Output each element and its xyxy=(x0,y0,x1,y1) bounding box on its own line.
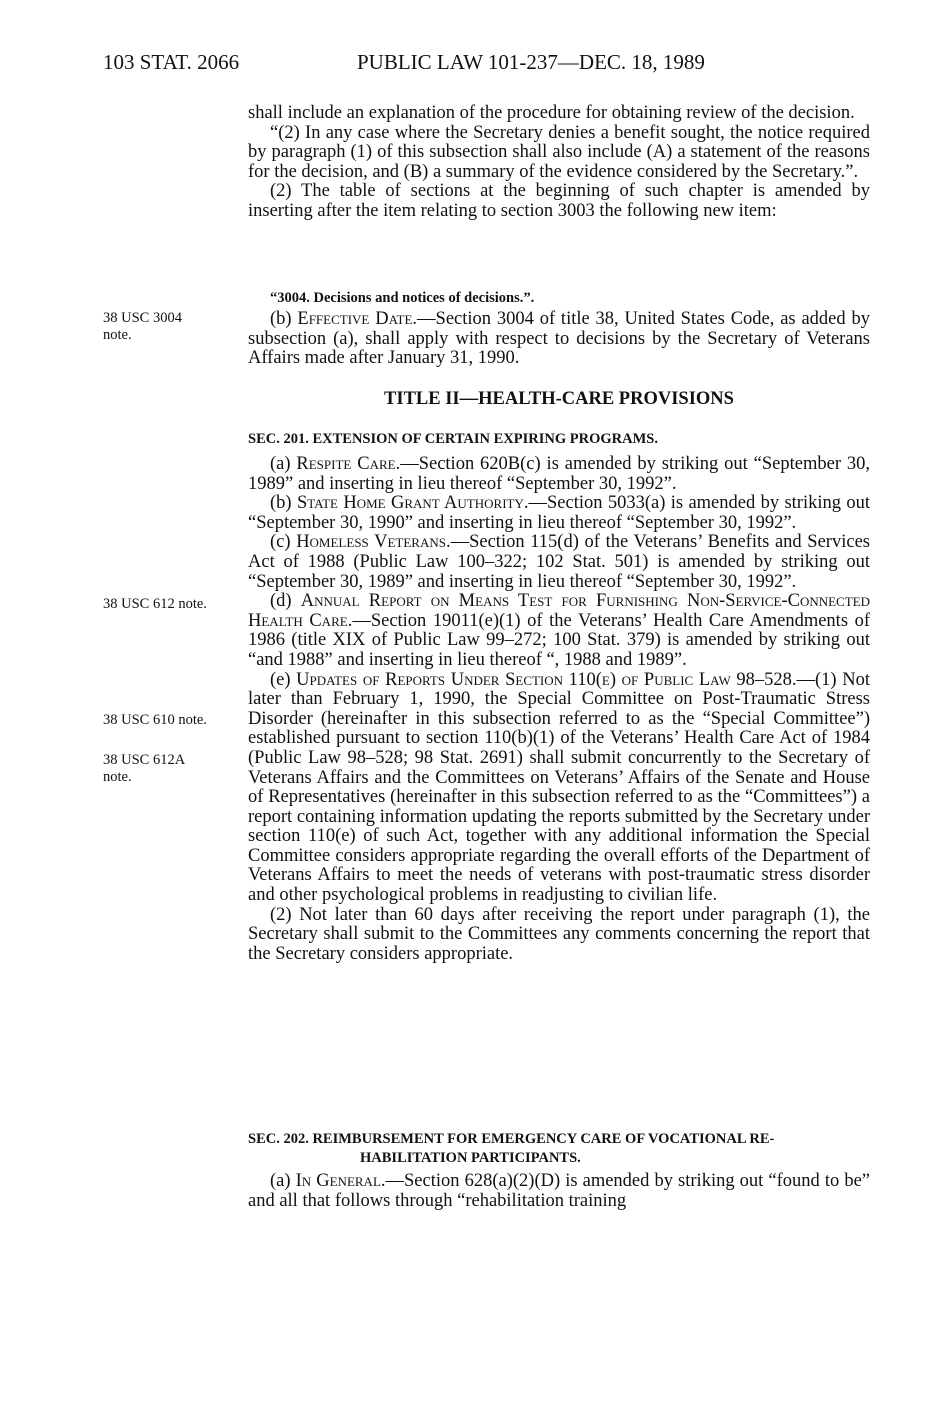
margin-note-line: 38 USC 3004 xyxy=(103,310,182,326)
paragraph-heading: State Home Grant Authority xyxy=(296,493,524,514)
paragraph-text: .—Section 5033(a) is amended by striking out “September 30, 1990” and inserting in lieu thereof “September 30, 1992”. xyxy=(248,493,871,533)
section-heading-line: HABILITATION PARTICIPANTS. xyxy=(360,1150,581,1166)
section-201-heading: SEC. 201. EXTENSION OF CERTAIN EXPIRING PROGRAMS. xyxy=(248,431,658,447)
paragraph-number: (b) xyxy=(270,309,298,329)
paragraph-number: (d) xyxy=(270,591,301,612)
paragraph: “(2) In any case where the Secretary denies a benefit sought, the notice required by paragraph (1) of this subsection shall also include (A) a statement of the reasons for the decision, and (B) a summary of the evidence considered by the Secretary.”. xyxy=(248,122,870,182)
margin-note-line: note. xyxy=(103,327,132,343)
paragraph xyxy=(248,494,870,533)
paragraph xyxy=(248,533,870,592)
paragraph-number: (e) xyxy=(270,669,297,690)
title-heading: TITLE II—HEALTH-CARE PROVISIONS xyxy=(384,389,734,409)
paragraph-heading: Annual Report on Means Test for Furnishing Non-Service-Connected Health Care xyxy=(248,591,870,631)
page-stat-number: 103 STAT. 2066 xyxy=(103,50,240,74)
paragraph-text: .—Section 620B(c) is amended by striking out “September 30, 1989” and inserting in lieu thereof “September 30, 1992”. xyxy=(248,454,870,494)
intro-block xyxy=(248,104,870,222)
section-202-heading xyxy=(248,1130,870,1168)
margin-note-610: 38 USC 610 note. xyxy=(103,712,207,728)
paragraph-number: (c) xyxy=(270,532,297,553)
page-running-title: PUBLIC LAW 101-237—DEC. 18, 1989 xyxy=(357,50,705,74)
paragraph-heading: Updates of Reports Under Section 110(e) of Public Law 98–528 xyxy=(296,669,792,690)
paragraph xyxy=(248,592,870,670)
margin-note-612: 38 USC 612 note. xyxy=(103,596,207,612)
paragraph-text: .—Section 628(a)(2)(D) is amended by striking out “found to be” and all that follows through “rehabilitation training xyxy=(248,1171,870,1211)
paragraph-number: (a) xyxy=(270,1171,296,1191)
paragraph-text: .—(1) Not later than February 1, 1990, the Special Committee on Post-Traumatic Stress Disorder (hereinafter in this subsection referred to as the “Special Committee”) established pursuant to section 110(b)(1) of the Veterans’ Health Care Act of 1984 (Public Law 98–528; 98 Stat. 2691) shall submit concurrently to the Secretary of Veterans Affairs and the Committees on Veterans’ Affairs of the Senate and House of Representatives (hereinafter in this subsection referred to as the “Committees”) a report containing information updating the reports submitted by the Secretary under section 110(e) of such Act, together with any additional information the Special Committee considers appropriate regarding the overall efforts of the Department of Veterans Affairs to meet the needs of veterans with post-traumatic stress disorder and other psychological problems in readjusting to civilian life. xyxy=(248,669,870,906)
paragraph-heading: In General xyxy=(295,1171,381,1191)
paragraph-heading: Homeless Veterans xyxy=(296,532,446,553)
paragraph xyxy=(248,1172,870,1211)
section-202-body xyxy=(248,1172,870,1211)
margin-note-612a xyxy=(103,752,185,786)
paragraph-text: .—Section 3004 of title 38, United States Code, as added by subsection (a), shall apply with respect to decisions by the Secretary of Veterans Affairs made after January 31, 1990. xyxy=(248,309,870,369)
paragraph: shall include an explanation of the procedure for obtaining review of the decision. xyxy=(248,103,855,123)
paragraph: (2) The table of sections at the beginning of such chapter is amended by inserting after the item relating to section 3003 the following new item: xyxy=(248,181,870,221)
paragraph xyxy=(248,455,870,494)
paragraph-heading: Effective Date xyxy=(297,309,413,329)
paragraph-number: (a) xyxy=(270,454,297,474)
margin-note-line: note. xyxy=(103,769,132,785)
new-table-item: “3004. Decisions and notices of decisions.”. xyxy=(270,290,535,306)
paragraph: (2) Not later than 60 days after receiving the report under paragraph (1), the Secretary shall submit to the Committees any comments concerning the report that the Secretary considers appropriate. xyxy=(248,904,870,964)
paragraph xyxy=(248,671,870,906)
paragraph-number: (b) xyxy=(270,493,297,514)
paragraph-text: .—Section 19011(e)(1) of the Veterans’ Health Care Amendments of 1986 (title XIX of Public Law 99–272; 100 Stat. 379) is amended by striking out “and 1988” and inserting in lieu thereof “, 1988 and 1989”. xyxy=(248,610,871,670)
paragraph xyxy=(248,310,870,369)
margin-note-line: 38 USC 612A xyxy=(103,752,186,768)
effective-date-block xyxy=(248,310,870,369)
paragraph-heading: Respite Care xyxy=(296,454,396,474)
paragraph-text: .—Section 115(d) of the Veterans’ Benefits and Services Act of 1988 (Public Law 100–322; 102 Stat. 501) is amended by striking out “September 30, 1989” and inserting in lieu thereof “September 30, 1992”. xyxy=(248,532,870,592)
section-201-body xyxy=(248,455,870,964)
margin-note-3004 xyxy=(103,310,182,344)
section-heading-line: SEC. 202. REIMBURSEMENT FOR EMERGENCY CARE OF VOCATIONAL RE- xyxy=(248,1131,775,1147)
